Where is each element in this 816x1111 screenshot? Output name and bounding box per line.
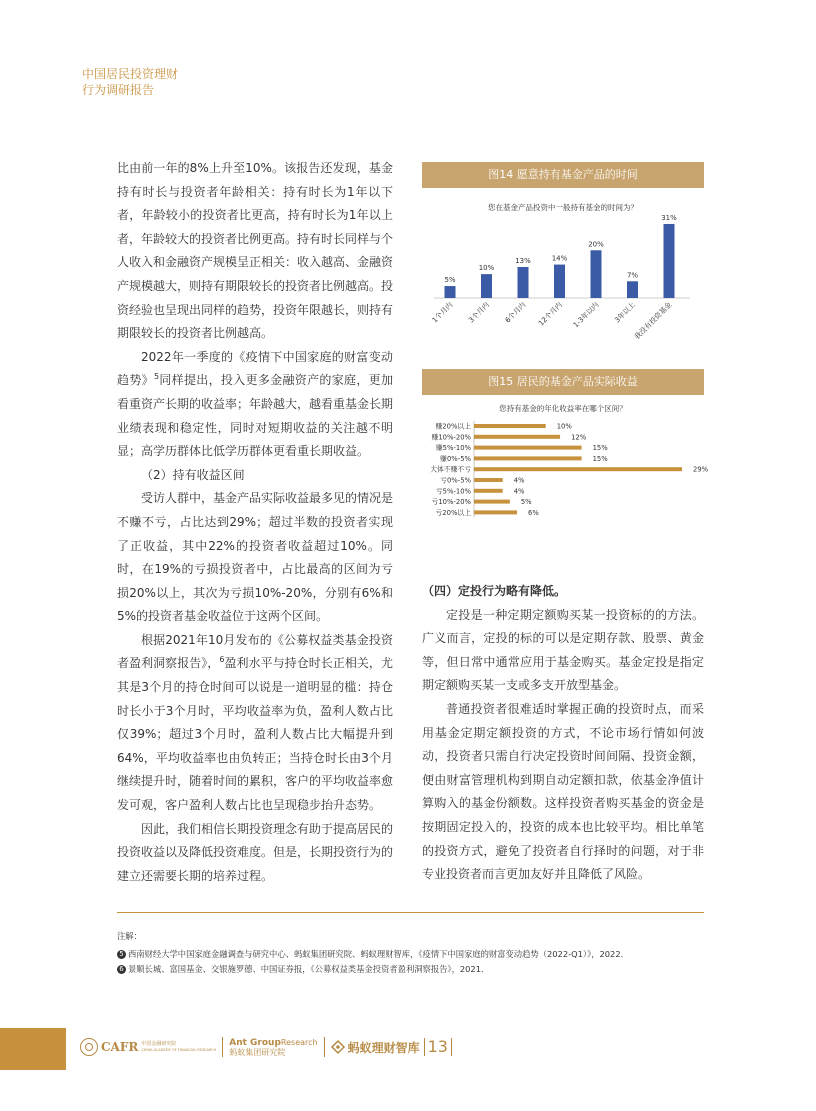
figure-15-bar-0 [474, 424, 546, 428]
header-line-1: 中国居民投资理财 [82, 67, 179, 81]
footnote-5-mark: 5 [117, 950, 126, 959]
footnotes [117, 929, 717, 977]
header-line-2: 行为调研报告 [82, 83, 155, 97]
page-number: 13 [424, 1038, 452, 1056]
figure-15-value-label-3: 15% [592, 454, 608, 463]
figure-15-value-label-1: 12% [571, 433, 587, 442]
figure-15-value-label-8: 6% [528, 508, 539, 517]
figure-14-category-label-5: 3年以上 [613, 300, 637, 325]
footer-divider-2 [324, 1037, 325, 1057]
figure-14-bar-1 [481, 274, 492, 298]
figure-15-category-label-0: 赚20%以上 [435, 422, 471, 431]
figure-15-bar-7 [474, 500, 510, 504]
figure-14-bar-5 [627, 281, 638, 298]
mayi-wealth-logo [331, 1039, 420, 1056]
figure-14-category-label-3: 12个月内 [537, 300, 564, 328]
cafr-logo-en: CHINA ACADEMY OF FINANCIAL RESEARCH [141, 1048, 217, 1052]
footer-divider-1 [222, 1037, 223, 1057]
left-p4-part-a: 根据2021年10月发布的《公募权益类基金投资者盈利洞察报告》， [117, 632, 393, 671]
cafr-logo [80, 1038, 216, 1056]
figure-15-value-label-0: 10% [556, 422, 572, 431]
figure-14-category-label-6: 我没有投资基金 [633, 300, 674, 342]
figure-15-bar-5 [474, 478, 503, 482]
figure-14-title: 图14 愿意持有基金产品的时间 [422, 162, 704, 188]
figure-14-category-label-2: 6个月内 [503, 300, 528, 325]
footnote-5 [117, 947, 717, 962]
cafr-emblem-icon [80, 1038, 98, 1056]
footnote-6-text: 景顺长城、富国基金、交银施罗德、中国证券报，《公募权益类基金投资者盈利洞察报告》，2021. [128, 964, 484, 974]
figure-15-category-label-8: 亏20%以上 [435, 508, 471, 517]
figure-15-category-label-7: 亏10%-20% [431, 498, 471, 507]
figure-15-value-label-7: 5% [520, 498, 532, 507]
figure-14-value-label-5: 7% [626, 271, 639, 280]
ant-group-cn-text: 蚂蚁集团研究院 [229, 1047, 286, 1057]
ant-research-text: Research [280, 1037, 318, 1047]
figure-15-bar-3 [474, 456, 582, 460]
left-paragraph-1: 比由前一年的8%上升至10%。该报告还发现，基金持有时长与投资者年龄相关：持有时长为1年以下者，年龄较小的投资者比更高，持有时长为1年以上者，年龄较大的投资者比例更高。持有时长同样与个人收入和金融资产规模呈正相关：收入越高、金融资产规模越大，则持有期限较长的投资者比例越高。投资经验也呈现出同样的趋势，投资年限越长，则持有期限较长的投资者比例越高。 [117, 161, 394, 341]
footer-accent-bar [0, 1028, 66, 1070]
figure-15-bar-4 [474, 467, 682, 471]
cafr-logo-text: CAFR [101, 1040, 139, 1054]
left-paragraph-3: 受访人群中，基金产品实际收益最多见的情况是不赚不亏，占比达到29%；超过半数的投资者实现了正收益，其中22%的投资者收益超过10%。同时，在19%的亏损投资者中，占比最高的区间为亏损20%以上，其次为亏损10%-20%，分别有6%和5%的投资者基金收益位于这两个区间。 [117, 491, 394, 624]
mayi-logo-icon [331, 1040, 345, 1054]
figure-14-category-label-4: 1-3年以内 [571, 300, 601, 330]
figure-15-value-label-4: 29% [693, 465, 709, 474]
running-header [82, 66, 178, 98]
figure-14-value-label-4: 20% [588, 240, 604, 249]
cafr-logo-subtext [141, 1041, 216, 1053]
footnote-separator [117, 912, 704, 913]
figure-14-bar-3 [554, 265, 565, 298]
left-column [117, 157, 393, 888]
figure-14-value-label-1: 10% [478, 264, 495, 273]
mayi-logo-text: 蚂蚁理财智库 [347, 1040, 420, 1055]
figure-15-subtitle: 您持有基金的年化收益率在哪个区间？ [499, 404, 627, 413]
footnote-ref-6[interactable]: 6 [219, 655, 225, 665]
figure-14-bar-6 [664, 224, 675, 298]
figure-15-bar-8 [474, 510, 517, 514]
figure-14-value-label-0: 5% [444, 276, 456, 285]
ant-group-research-logo [229, 1038, 317, 1057]
figure-15-value-label-6: 4% [513, 487, 525, 496]
left-paragraph-2 [117, 346, 393, 464]
figure-15-category-label-2: 赚5%-10% [435, 444, 471, 453]
figure-15-chart [422, 398, 709, 540]
figure-15-bar-1 [474, 435, 560, 439]
left-p2-part-b: 同样提出，投入更多金融资产的家庭，更加看重资产长期的收益率；年龄越大，越看重基金长期业绩表现和稳定性，同时对短期收益的关注越不明显；高学历群体比低学历群体更看重长期收益。 [117, 373, 394, 459]
left-paragraph-5: 因此，我们相信长期投资理念有助于提高居民的投资收益以及降低投资难度。但是，长期投资行为的建立还需要长期的培养过程。 [117, 821, 394, 883]
figure-15-title: 图15 居民的基金产品实际收益 [422, 369, 704, 395]
figure-15-category-label-1: 赚10%-20% [431, 433, 471, 442]
figure-14-category-label-1: 3个月内 [467, 300, 491, 325]
left-p4-part-b: 盈利水平与持仓时长正相关，尤其是3个月的持仓时间可以说是一道明显的槛：持仓时长小于3个月时，平均收益率为负，盈利人数占比仅39%；超过3个月时，盈利人数占比大幅提升到64%，平均收益率也由负转正；当持仓时长由3个月继续提升时，随着时间的累积，客户的平均收益率愈发可观，客户盈利人数占比也呈现稳步抬升态势。 [117, 656, 394, 813]
left-p2-part-a: 2022年一季度的《疫情下中国家庭的财富变动趋势》 [117, 349, 393, 388]
footnote-6-mark: 6 [117, 965, 126, 974]
right-paragraph-2: 普通投资者很难适时掌握正确的投资时点，而采用基金定期定额投资的方式，不论市场行情如何波动，投资者只需自行决定投资时间间隔、投资金额，便由财富管理机构到期自动定额扣款，依基金净值计算购入的基金份额数。这样投资者购买基金的资金是按期固定投入的，投资的成本也比较平均。相比单笔的投资方式，避免了投资者自行择时的问题，对于非专业投资者而言更加友好并且降低了风险。 [422, 701, 704, 882]
figure-15-category-label-4: 大体不赚不亏 [430, 465, 471, 474]
right-column [422, 580, 704, 887]
figure-15-value-label-5: 4% [513, 476, 525, 485]
figure-15-category-label-3: 赚0%-5% [440, 454, 471, 463]
figure-15-value-label-2: 15% [592, 444, 608, 453]
right-paragraph-1: 定投是一种定期定额购买某一投资标的的方法。广义而言，定投的标的可以是定期存款、股票、黄金等，但日常中通常应用于基金购买。基金定投是指定期定额购买某一支或多支开放型基金。 [422, 607, 704, 693]
figure-15-bar-6 [474, 489, 503, 493]
left-paragraph-4 [117, 629, 393, 818]
footer-logos [80, 1036, 452, 1058]
footnote-6 [117, 962, 717, 977]
footnote-5-text: 西南财经大学中国家庭金融调查与研究中心、蚂蚁集团研究院、蚂蚁理财智库，《疫情下中国家庭的财富变动趋势（2022-Q1）》，2022. [128, 949, 624, 959]
figure-14-chart [422, 196, 704, 356]
footnote-ref-5[interactable]: 5 [153, 372, 160, 382]
figure-15-category-label-5: 亏0%-5% [440, 476, 471, 485]
sub-heading-holding-return: （2）持有收益区间 [141, 467, 245, 482]
figure-14-bar-4 [591, 250, 602, 298]
figure-15-svg [422, 398, 709, 540]
figure-15-bar-2 [474, 446, 582, 450]
footnotes-title: 注解： [117, 931, 142, 941]
ant-group-text: Ant Group [229, 1037, 281, 1048]
figure-14-value-label-3: 14% [551, 254, 568, 263]
figure-14-bar-0 [445, 286, 456, 298]
cafr-logo-cn: 中国金融研究院 [141, 1041, 177, 1047]
figure-14-subtitle: 您在基金产品投资中一般持有基金的时间为？ [488, 203, 638, 212]
figure-14-svg [422, 196, 704, 356]
right-heading: （四）定投行为略有降低。 [422, 584, 567, 598]
figure-14-value-label-6: 31% [661, 214, 677, 222]
figure-14-category-label-0: 1个月内 [430, 300, 455, 325]
figure-15-category-label-6: 亏5%-10% [435, 487, 471, 496]
figure-14-value-label-2: 13% [515, 256, 531, 265]
figure-14-bar-2 [518, 267, 529, 298]
